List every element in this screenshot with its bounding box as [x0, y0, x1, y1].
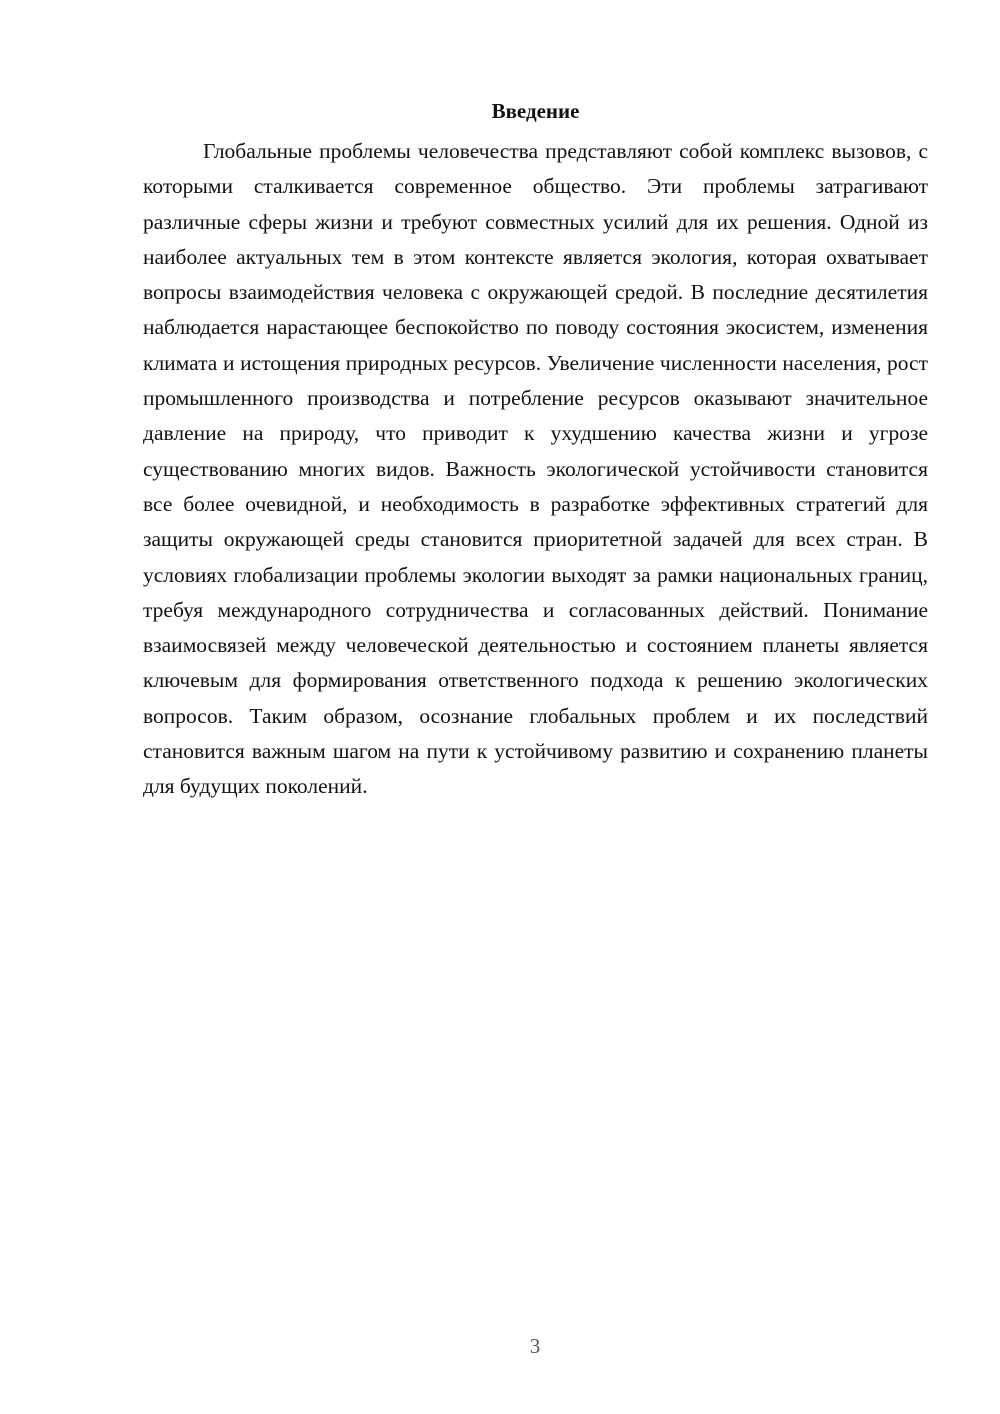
page-number: 3 — [529, 1334, 541, 1358]
body-paragraph: Глобальные проблемы человечества представляют собой комплекс вызовов, с которыми сталкивается современное общество. Эти проблемы затрагивают различные сферы жизни и требуют совместных усилий для их решения. Одной из наиболее актуальных тем в этом контексте является экология, которая охватывает вопросы взаимодействия человека с окружающей средой. В последние десятилетия наблюдается нарастающее беспокойство по поводу состояния экосистем, изменения климата и истощения природных ресурсов. Увеличение численности населения, рост промышленного производства и потребление ресурсов оказывают значительное давление на природу, что приводит к ухудшению качества жизни и угрозе существованию многих видов. Важность экологической устойчивости становится все более очевидной, и необходимость в разработке эффективных стратегий для защиты окружающей среды становится приоритетной задачей для всех стран. В условиях глобализации проблемы экологии выходят за рамки национальных границ, требуя международного сотрудничества и согласованных действий. Понимание взаимосвязей между человеческой деятельностью и состоянием планеты является ключевым для формирования ответственного подхода к решению экологических вопросов. Таким образом, осознание глобальных проблем и их последствий становится важным шагом на пути к устойчивому развитию и сохранению планеты для будущих поколений. — [143, 139, 928, 799]
page-content — [143, 96, 928, 805]
section-heading: Введение — [491, 99, 580, 123]
